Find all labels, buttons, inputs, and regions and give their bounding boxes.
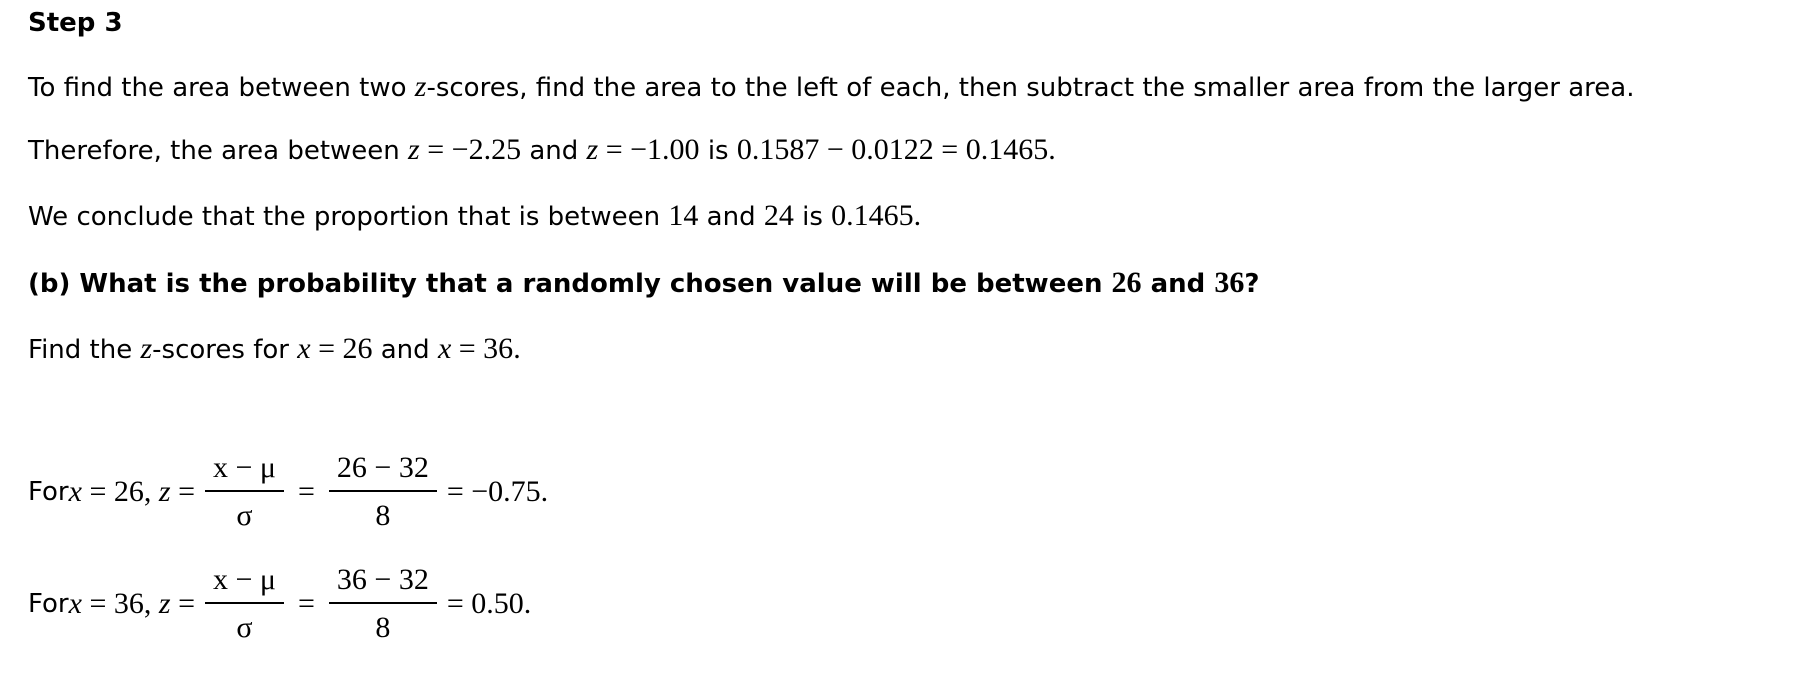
period: . (513, 332, 521, 365)
period: . (913, 199, 922, 232)
formula-numerator: x − μ (205, 562, 284, 604)
area-result-paragraph (28, 133, 1056, 167)
x1-value: = 26 (310, 332, 373, 365)
upper-bound: 24 (763, 199, 794, 232)
x2-variable: x (437, 332, 452, 365)
for-text: For (28, 477, 69, 507)
substituted-numerator: 36 − 32 (329, 562, 437, 604)
z1-value: = −2.25 (419, 133, 522, 166)
zscore-equation-1 (28, 450, 548, 534)
zscore-result: = −0.75. (446, 475, 549, 508)
question-lower-bound: 26 (1111, 266, 1142, 299)
substituted-numerator: 26 − 32 (329, 450, 437, 492)
is-text: is (699, 136, 737, 166)
z1-variable: z (408, 133, 420, 166)
formula-denominator: σ (236, 611, 253, 644)
step-title (28, 8, 123, 38)
lower-bound: 14 (668, 199, 699, 232)
and-text: and (372, 335, 438, 365)
and-text: and (521, 136, 587, 166)
equals-sign: = (298, 587, 315, 620)
formula-numerator: x − μ (205, 450, 284, 492)
find-zscores-paragraph (28, 332, 521, 366)
substituted-fraction (329, 450, 437, 534)
zscore-formula-fraction (205, 450, 284, 534)
z-variable: z (414, 70, 427, 103)
and-text: and (698, 202, 764, 232)
zscore-result: = 0.50. (446, 587, 532, 620)
x-variable: x (68, 475, 82, 508)
explanation-paragraph (28, 70, 1635, 104)
explanation-text-rest: -scores, find the area to the left of each, then subtract the smaller area from the larger area. (426, 73, 1635, 103)
area-result-text: Therefore, the area between (28, 136, 409, 166)
z-variable: z (158, 475, 171, 508)
conclusion-text: We conclude that the proportion that is between (28, 202, 669, 232)
substituted-denominator: 8 (375, 499, 391, 532)
z-variable: z (140, 332, 153, 365)
scores-for-text: -scores for (152, 335, 298, 365)
equals-sign: = (298, 475, 315, 508)
zscore-equation-2 (28, 562, 531, 646)
x-variable: x (68, 587, 82, 620)
period: . (1048, 133, 1056, 166)
question-mark: ? (1244, 269, 1260, 299)
equals-sign: = (170, 587, 195, 620)
step-title-text: Step 3 (28, 8, 123, 38)
conclusion-paragraph (28, 199, 921, 233)
substituted-fraction (329, 562, 437, 646)
equals-sign: = (170, 475, 195, 508)
find-text: Find the (28, 335, 141, 365)
question-upper-bound: 36 (1214, 266, 1245, 299)
question-b-text: (b) What is the probability that a randomly chosen value will be between (28, 269, 1112, 299)
x1-variable: x (297, 332, 311, 365)
explanation-text: To find the area between two (28, 73, 415, 103)
is-text: is (793, 202, 832, 232)
for-text: For (28, 589, 69, 619)
formula-denominator: σ (236, 499, 253, 532)
zscore-formula-fraction (205, 562, 284, 646)
z2-value: = −1.00 (598, 133, 700, 166)
x-value: = 26, (81, 475, 159, 508)
z-variable: z (158, 587, 171, 620)
area-calculation: 0.1587 − 0.0122 = 0.1465 (736, 133, 1049, 166)
z2-variable: z (586, 133, 599, 166)
question-b-heading (28, 266, 1259, 300)
proportion-value: 0.1465 (831, 199, 914, 232)
x-value: = 36, (81, 587, 159, 620)
substituted-denominator: 8 (375, 611, 391, 644)
and-text: and (1141, 269, 1215, 299)
x2-value: = 36 (451, 332, 514, 365)
